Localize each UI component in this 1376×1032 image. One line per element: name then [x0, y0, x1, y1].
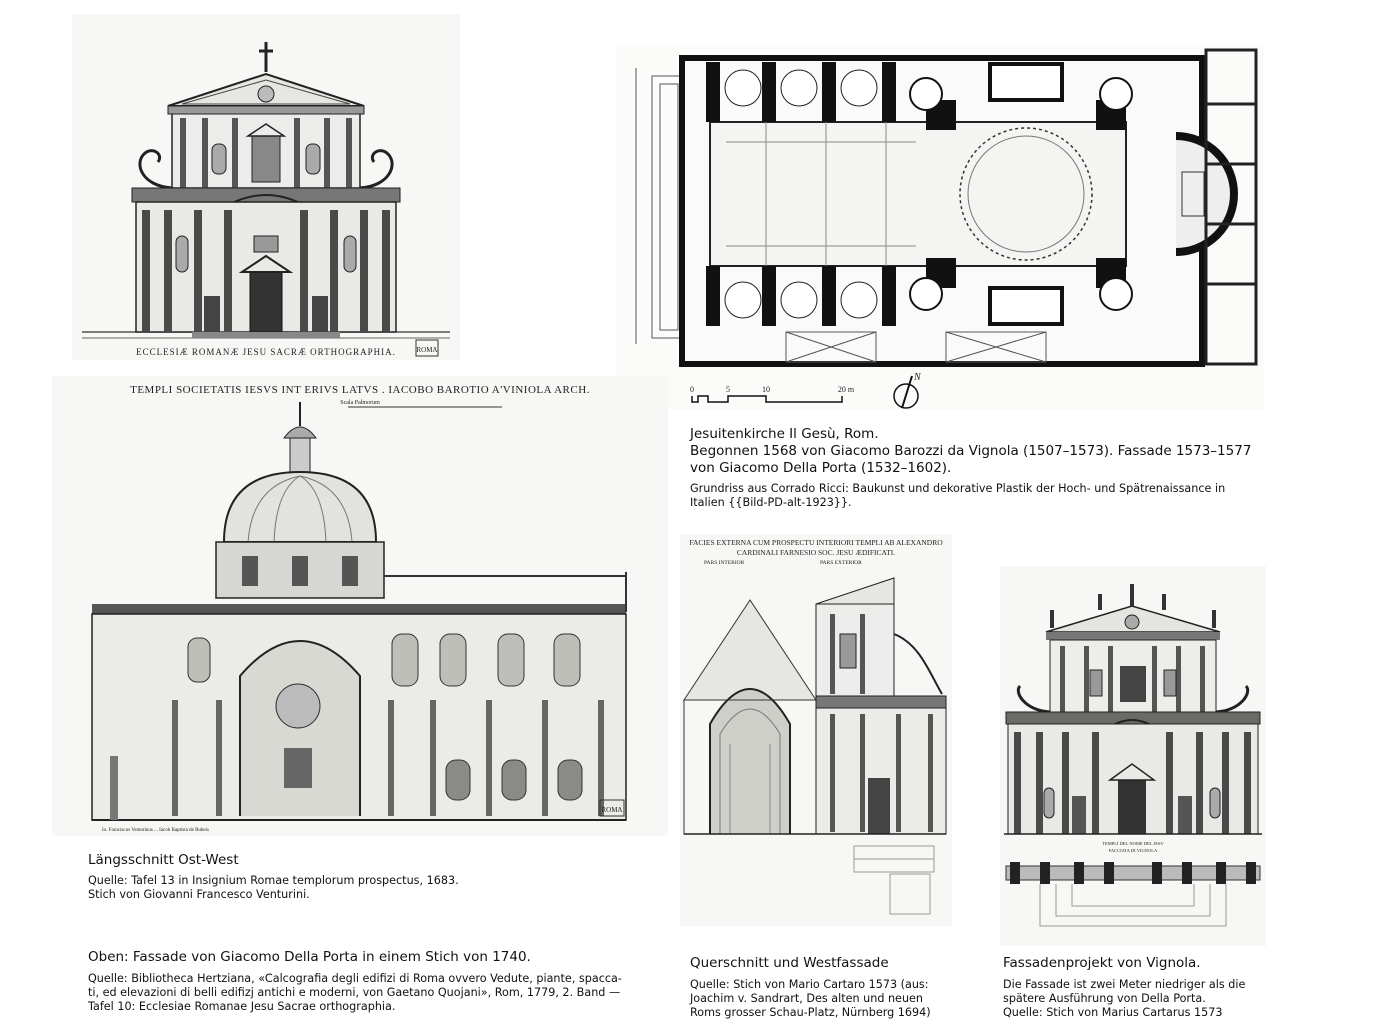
caption-vignola — [1003, 955, 1303, 1020]
cross-section-engraving — [680, 534, 952, 926]
caption-laengsschnitt — [88, 852, 648, 902]
caption-querschnitt-title: Querschnitt und Westfassade — [690, 955, 889, 971]
caption-vignola-line1: Die Fassade ist zwei Meter niedriger als die — [1003, 978, 1246, 991]
scale-bar — [690, 385, 855, 402]
vignola-facade-engraving — [1000, 566, 1266, 946]
caption-oben — [88, 949, 668, 1014]
svg-text:5: 5 — [726, 385, 730, 394]
caption-oben-source2: ti, ed elevazioni di belli edifizj antichi e moderni, von Gaetano Quojani», Rom, 1779, 2. Band — — [88, 986, 621, 999]
floor-plan — [616, 44, 1264, 410]
caption-querschnitt-source3: Roms grosser Schau-Platz, Nürnberg 1694) — [690, 1006, 931, 1019]
caption-gesu-source2: Italien {{Bild-PD-alt-1923}}. — [690, 496, 852, 509]
svg-text:10: 10 — [762, 385, 770, 394]
svg-text:FACIES EXTERNA CUM PROSPECTU I: FACIES EXTERNA CUM PROSPECTU INTERIORI TEMPLI AB ALEXANDRO — [689, 538, 943, 547]
caption-gesu — [690, 426, 1290, 510]
svg-text:20 m: 20 m — [837, 385, 855, 394]
caption-querschnitt — [690, 955, 990, 1020]
caption-gesu-title: Jesuitenkirche Il Gesù, Rom. — [690, 426, 879, 442]
svg-text:ROMA: ROMA — [601, 806, 623, 814]
caption-vignola-line2: spätere Ausführung von Della Porta. — [1003, 992, 1206, 1005]
longitudinal-section-engraving — [52, 376, 668, 836]
facade-inscription: ECCLESIÆ ROMANÆ JESU SACRÆ ORTHOGRAPHIA. — [136, 347, 396, 357]
svg-text:Io. Franciscus Venturinus ...: Io. Franciscus Venturinus ... Iacob Baptista de Rubeis — [102, 828, 209, 833]
svg-text:0: 0 — [690, 385, 694, 394]
caption-gesu-line2: Begonnen 1568 von Giacomo Barozzi da Vignola (1507–1573). Fassade 1573–1577 — [690, 443, 1252, 459]
svg-text:FACCIATA DI VIGNOLA: FACCIATA DI VIGNOLA — [1108, 848, 1158, 853]
facade-engraving — [72, 14, 460, 360]
caption-laengsschnitt-source1: Quelle: Tafel 13 in Insignium Romae templorum prospectus, 1683. — [88, 874, 459, 887]
caption-laengsschnitt-title: Längsschnitt Ost-West — [88, 852, 239, 868]
caption-oben-source1: Quelle: Bibliotheca Hertziana, «Calcografia degli edifizi di Roma ovvero Vedute, piante, spacca- — [88, 972, 622, 985]
caption-gesu-line3: von Giacomo Della Porta (1532–1602). — [690, 460, 952, 476]
svg-text:CARDINALI FARNESIO SOC. JESU Æ: CARDINALI FARNESIO SOC. JESU ÆDIFICATI. — [736, 548, 896, 557]
caption-laengsschnitt-source2: Stich von Giovanni Francesco Venturini. — [88, 888, 310, 901]
caption-vignola-line3: Quelle: Stich von Marius Cartarus 1573 — [1003, 1006, 1223, 1019]
svg-text:TEMPLI DEL NOME DEL JESV: TEMPLI DEL NOME DEL JESV — [1102, 841, 1164, 846]
svg-text:PARS EXTERIOR: PARS EXTERIOR — [820, 560, 862, 566]
caption-gesu-source1: Grundriss aus Corrado Ricci: Baukunst und dekorative Plastik der Hoch- und Spätrenaissance in — [690, 482, 1226, 495]
caption-querschnitt-source1: Quelle: Stich von Mario Cartaro 1573 (aus: — [690, 978, 929, 991]
caption-querschnitt-source2: Joachim v. Sandrart, Des alten und neuen — [690, 992, 924, 1005]
caption-vignola-title: Fassadenprojekt von Vignola. — [1003, 955, 1201, 971]
svg-text:N: N — [914, 372, 921, 383]
roma-stamp — [416, 340, 438, 356]
svg-text:Scala Palmorum: Scala Palmorum — [340, 400, 380, 406]
svg-text:ROMA: ROMA — [416, 346, 438, 354]
caption-oben-title: Oben: Fassade von Giacomo Della Porta in einem Stich von 1740. — [88, 949, 531, 965]
north-arrow-icon — [894, 372, 922, 408]
caption-oben-source3: Tafel 10: Ecclesiae Romanae Jesu Sacrae orthographia. — [88, 1000, 396, 1013]
section-title: TEMPLI SOCIETATIS IESVS INT ERIVS LATVS . IACOBO BAROTIO A'VINIOLA ARCH. — [130, 384, 590, 396]
svg-text:PARS INTERIOR: PARS INTERIOR — [704, 560, 745, 566]
